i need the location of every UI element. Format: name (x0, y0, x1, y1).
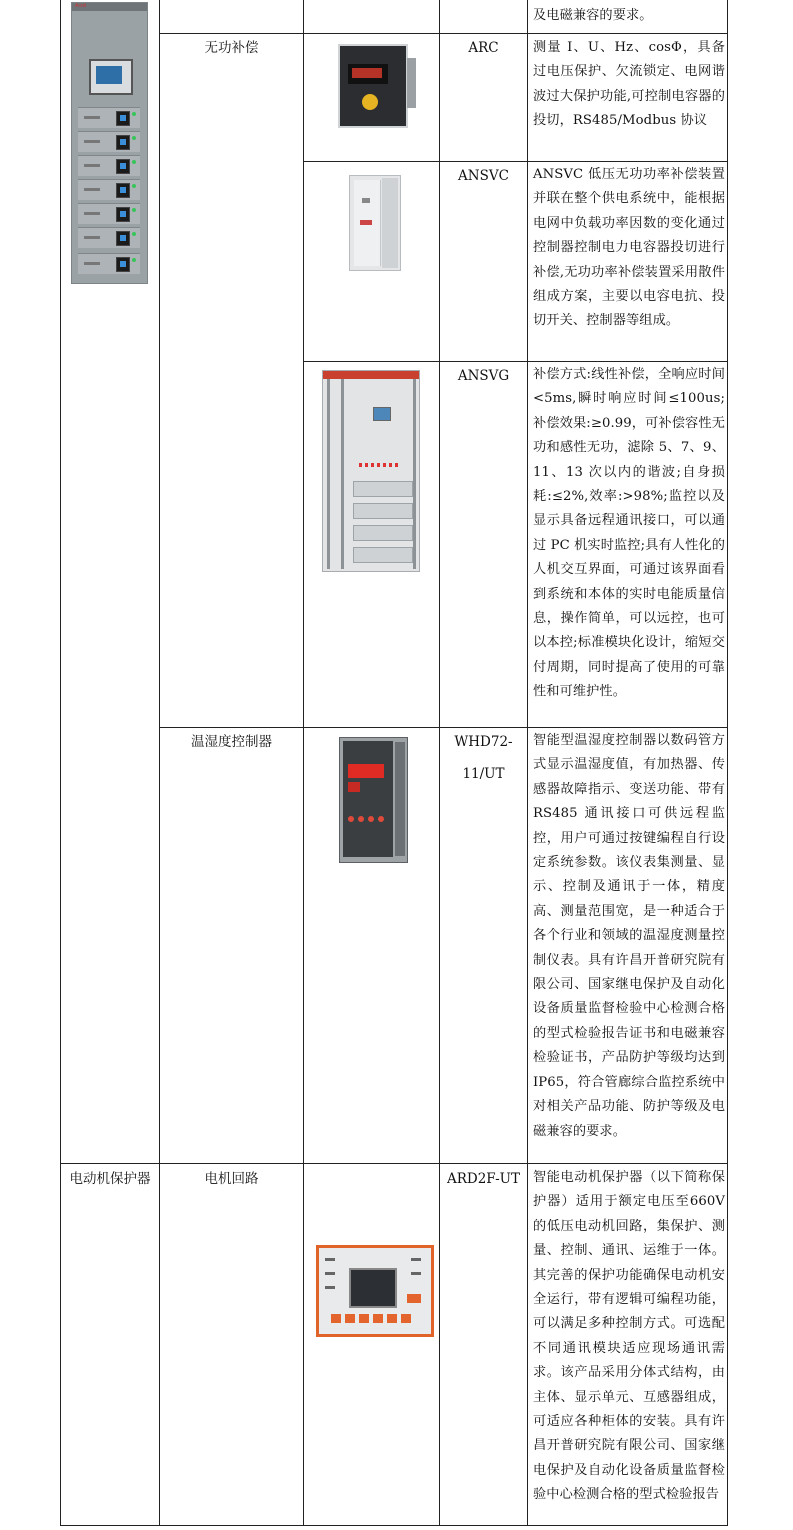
row-divider (60, 1163, 728, 1164)
col-divider-4 (527, 0, 528, 1526)
description-cell: 智能型温湿度控制器以数码管方式显示温湿度值，有加热器、传感器故障指示、变送功能、带有 RS485 通讯接口可供远程监控，用户可通过按键编程自行设定系统参数。该仪表集测量、显示、控制及通讯于一体，精度高、测量范围宽，是一种适合于各个行业和领域的温湿度测量控制仪表。具有许昌开普研究院有限公司、国家继电保护及自动化设备质量监督检验中心检测合格的型式检验报告证书和电磁兼容检验证书，产品防护等级均达到 IP65，符合管廊综合监控系统中对相关产品功能、防护等级及电磁兼容的要求。 (533, 733, 725, 1139)
svg-cabinet-image (322, 370, 420, 572)
brand-logo: Acrel (75, 3, 87, 9)
description-cell: 补偿方式:线性补偿，全响应时间<5ms,瞬时响应时间≤100us;补偿效果:≥0.99，可补偿容性无功和感性无功，滤除 5、7、9、11、13 次以内的谐波;自身损耗:≤2%,效率:>98%;监控以及显示具备远程通讯接口，可以通过 PC 机实时监控;具有人性化的人机交互界面，可通过该界面看到系统和本体的实时电能质量信息，操作简单，可以远控，也可以本控;标准模块化设计，缩短交付周期，同时提高了使用的可靠性和可维护性。 (533, 367, 725, 700)
table-border-left (60, 0, 61, 1526)
subcategory-cell: 电机回路 (204, 1171, 259, 1187)
row-divider (159, 33, 728, 34)
description-cell: 测量 I、U、Hz、cosΦ，具备过电压保护、欠流锁定、电网谐波过大保护功能,可控制电容器的投切，RS485/Modbus 协议 (533, 40, 725, 129)
model-cell-line1: WHD72- (454, 734, 513, 750)
row-divider (159, 727, 728, 728)
category-cell: 电动机保护器 (69, 1171, 151, 1187)
table-border-bottom (60, 1525, 728, 1526)
model-cell: ANSVC (458, 168, 509, 184)
col-divider-1 (159, 0, 160, 1526)
capacitor-cabinet-image (349, 175, 401, 271)
hmi-screen (89, 59, 133, 95)
description-cell: 智能电动机保护器（以下简称保护器）适用于额定电压至660V 的低压电动机回路，集保护、测量、控制、通讯、运维于一体。其完善的保护功能确保电动机安全运行，带有逻辑可编程功能，可以满足多种控制方式。可选配不同通讯模块适应现场通讯需求。该产品采用分体式结构，由主体、显示单元、互感器组成，可适应各种柜体的安装。具有许昌开普研究院有限公司、国家继电保护及自动化设备质量监督检验中心检测合格的型式检验报告 (533, 1170, 725, 1503)
description-cell: ANSVC 低压无功功率补偿装置并联在整个供电系统中，能根据电网中负载功率因数的变化通过控制器控制电力电容器投切进行补偿,无功功率补偿装置采用散件组成方案，主要以电容电抗、投切开关、控制器等组成。 (533, 167, 725, 329)
temp-humidity-controller-image (339, 737, 408, 863)
motor-protector-image (316, 1245, 434, 1337)
power-factor-controller-image (338, 44, 408, 128)
model-cell: ANSVG (457, 368, 510, 384)
table-border-right (727, 0, 728, 1526)
description-cell: 及电磁兼容的要求。 (533, 8, 653, 23)
subcategory-cell: 无功补偿 (204, 40, 259, 56)
switchgear-cabinet-image (71, 2, 148, 284)
row-divider (303, 161, 728, 162)
col-divider-2 (303, 0, 304, 1526)
model-cell: ARD2F-UT (446, 1171, 521, 1187)
model-cell-line2: 11/UT (462, 766, 505, 782)
row-divider (303, 361, 728, 362)
subcategory-cell: 温湿度控制器 (191, 734, 272, 750)
model-cell: ARC (468, 40, 499, 56)
col-divider-3 (439, 0, 440, 1526)
